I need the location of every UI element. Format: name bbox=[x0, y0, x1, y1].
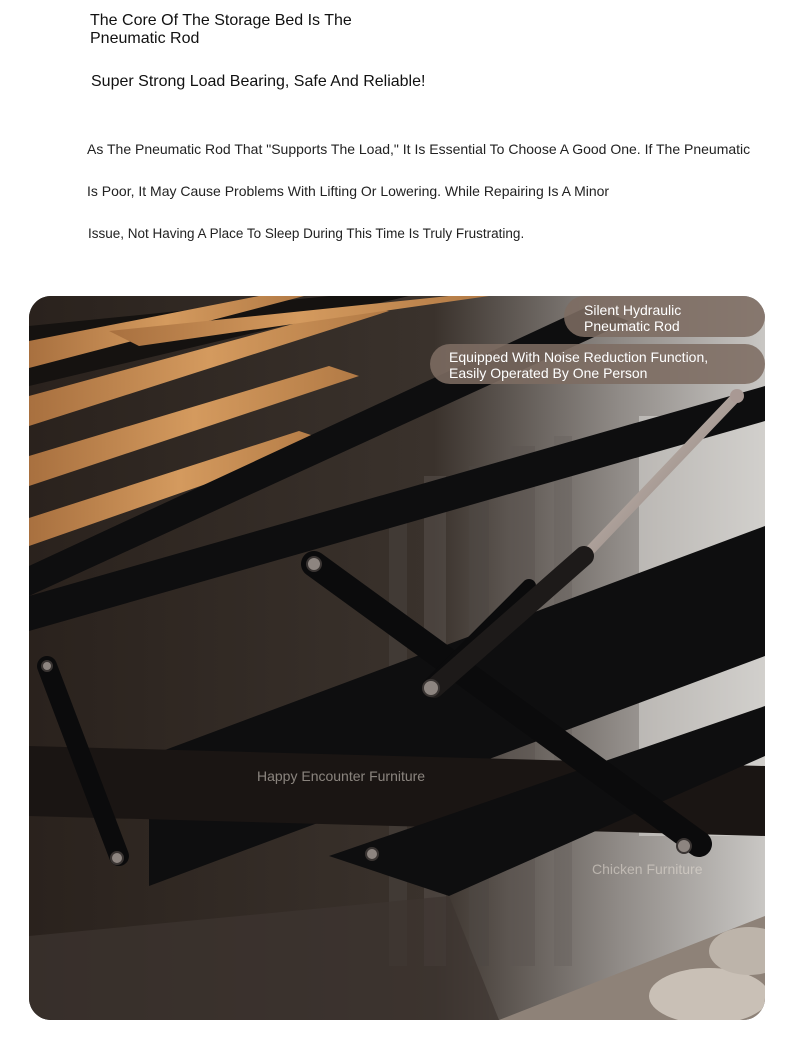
bed-frame-illustration bbox=[29, 296, 765, 1020]
body-paragraph-line-1: As The Pneumatic Rod That "Supports The Load," It Is Essential To Choose A Good One. If The Pneumatic bbox=[87, 141, 751, 157]
watermark-chicken-furniture: Chicken Furniture bbox=[592, 861, 703, 877]
body-paragraph-line-2: Is Poor, It May Cause Problems With Lifting Or Lowering. While Repairing Is A Minor bbox=[87, 183, 610, 199]
product-photo bbox=[29, 296, 765, 1020]
callout-description: Equipped With Noise Reduction Function, Easily Operated By One Person bbox=[449, 349, 709, 381]
callout-noise-reduction bbox=[430, 344, 765, 384]
body-paragraph-line-3: Issue, Not Having A Place To Sleep During This Time Is Truly Frustrating. bbox=[88, 226, 525, 241]
heading-title: The Core Of The Storage Bed Is The Pneumatic Rod bbox=[90, 12, 352, 47]
callout-title: Silent Hydraulic Pneumatic Rod bbox=[584, 302, 682, 334]
watermark-happy-encounter: Happy Encounter Furniture bbox=[257, 768, 426, 784]
heading-subtitle: Super Strong Load Bearing, Safe And Reliable! bbox=[91, 73, 426, 90]
callout-pneumatic-rod bbox=[564, 296, 765, 337]
